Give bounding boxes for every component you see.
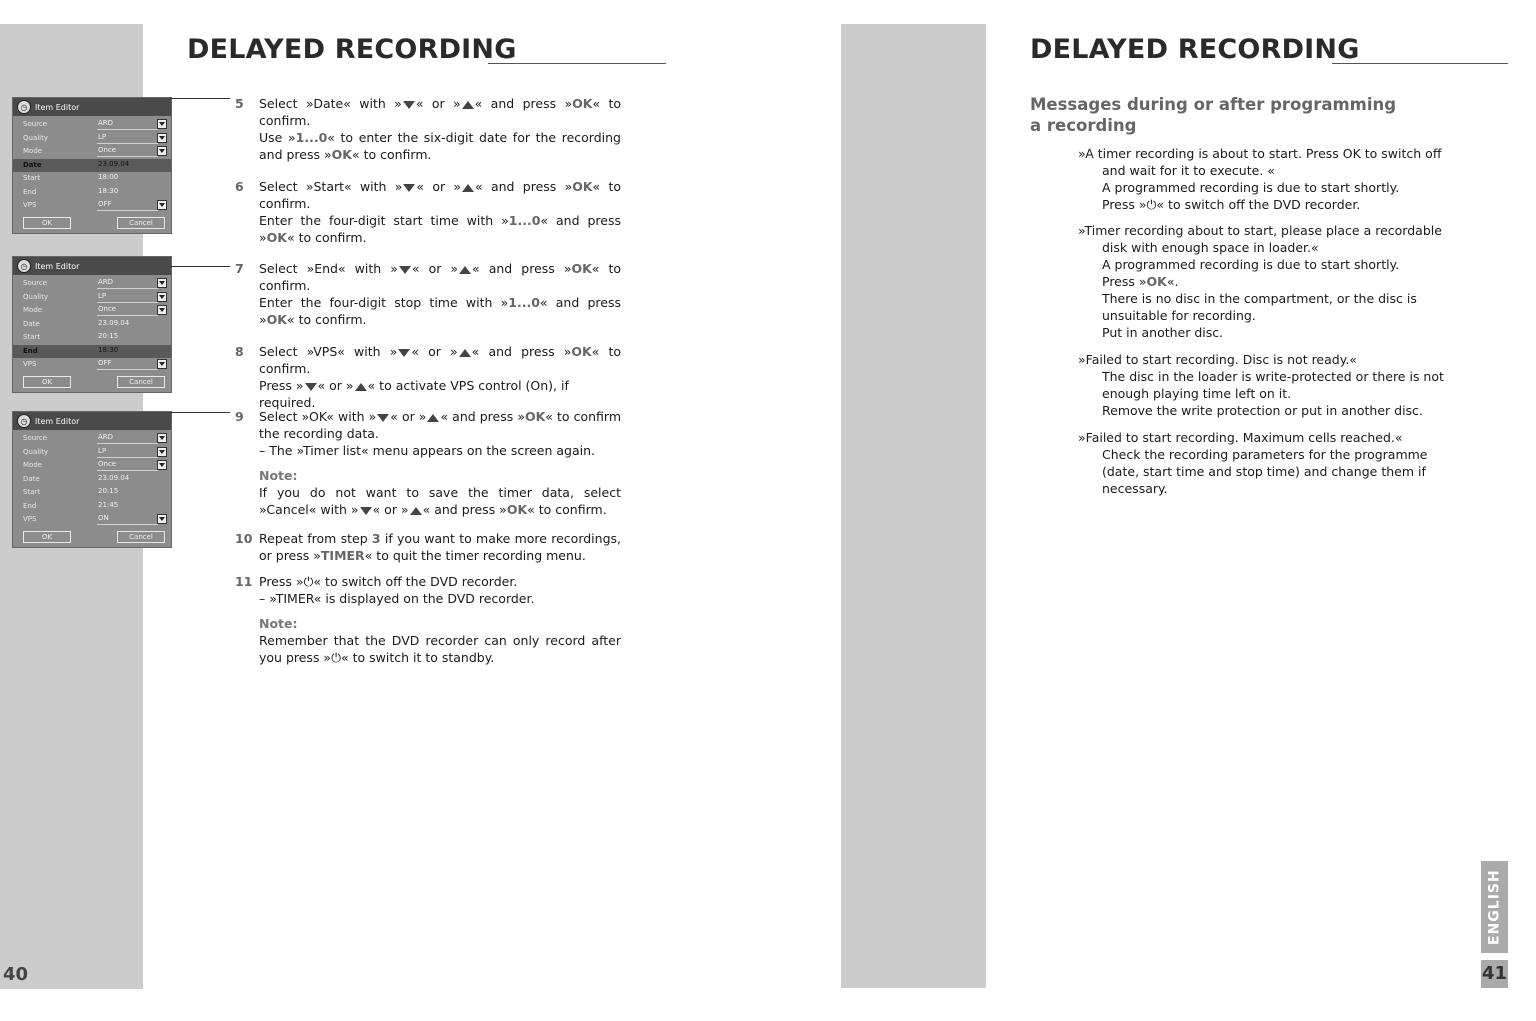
message-explanation: There is no disc in the compartment, or the disc is unsuitable for recording. <box>1102 291 1417 323</box>
field-value: 18:00 <box>98 173 119 181</box>
field-label: Start <box>23 333 41 341</box>
field-row-date[interactable] <box>13 159 171 173</box>
arrow-up-icon <box>459 349 471 357</box>
message-block-1 <box>1078 145 1464 213</box>
right-margin-bar <box>841 24 986 988</box>
arrow-down-icon <box>305 383 317 391</box>
step-5 <box>235 95 621 163</box>
field-label: Mode <box>23 306 43 314</box>
field-value: 23.09.04 <box>98 473 130 482</box>
field-value: ARD <box>97 278 158 289</box>
field-value: 23.09.04 <box>98 318 130 327</box>
power-icon: ⏻ <box>1146 197 1157 212</box>
field-label: VPS <box>23 515 37 523</box>
field-row-vps[interactable] <box>13 358 171 372</box>
arrow-up-icon <box>427 414 439 422</box>
page-title-left: DELAYED RECORDING <box>187 34 517 65</box>
field-row-end[interactable] <box>13 345 171 359</box>
field-value: ARD <box>97 119 158 130</box>
screen-titlebar <box>13 98 171 116</box>
message-explanation: Check the recording parameters for the programme (date, start time and stop time) and change them if necessary. <box>1102 447 1428 496</box>
field-row-source[interactable] <box>13 277 171 291</box>
cancel-button[interactable]: Cancel <box>117 217 165 229</box>
field-label: Source <box>23 434 48 442</box>
arrow-up-icon <box>462 101 474 109</box>
step-text: Press »⏻« to switch off the DVD recorder. <box>259 574 518 589</box>
item-editor-screen-2 <box>12 256 172 393</box>
message-explanation: A programmed recording is due to start shortly. <box>1102 257 1400 272</box>
message-quote: »A timer recording is about to start. Press OK to switch off and wait for it to execute. « <box>1078 146 1442 178</box>
field-label: Quality <box>23 447 49 456</box>
arrow-down-icon <box>399 266 411 274</box>
item-editor-screen-3 <box>12 411 172 548</box>
field-row-date[interactable] <box>13 318 171 332</box>
field-label: Source <box>23 279 48 287</box>
note-text: Remember that the DVD recorder can only record after you press »⏻« to switch it to standby. <box>259 633 621 665</box>
field-label: Quality <box>23 292 49 301</box>
note-text: If you do not want to save the timer data, select »Cancel« with » « or » « and press »OK« to confirm. <box>259 485 621 517</box>
power-icon: ⏻ <box>331 650 341 665</box>
field-value: 20:15 <box>98 487 119 495</box>
language-tab: ENGLISH <box>1481 861 1508 953</box>
field-value: 20:15 <box>98 332 119 340</box>
message-block-2 <box>1078 222 1464 341</box>
ok-button[interactable]: OK <box>23 217 71 229</box>
arrow-down-icon <box>403 184 415 192</box>
screen-titlebar <box>13 257 171 275</box>
timer-icon: ◷ <box>17 100 31 114</box>
field-label: VPS <box>23 360 37 368</box>
field-label: VPS <box>23 201 37 209</box>
ok-button[interactable]: OK <box>23 376 71 388</box>
step-subtext: – »TIMER« is displayed on the DVD recorder. <box>259 591 535 606</box>
arrow-up-icon <box>459 266 471 274</box>
field-row-source[interactable] <box>13 118 171 132</box>
arrow-down-icon <box>360 507 372 515</box>
note-heading: Note: <box>259 616 298 631</box>
arrow-down-icon <box>403 101 415 109</box>
step-text: Select »Date« with » « or » « and press »OK« to confirm. <box>259 96 622 128</box>
dropdown-arrow-icon[interactable] <box>157 292 167 302</box>
screen-titlebar <box>13 412 171 430</box>
dropdown-arrow-icon[interactable] <box>157 447 167 457</box>
step-text: Select »OK« with » « or » « and press »OK« to confirm the recording data. <box>259 409 622 441</box>
field-value: 21:45 <box>98 500 119 509</box>
ok-button[interactable]: OK <box>23 531 71 543</box>
field-label: Source <box>23 120 48 128</box>
dropdown-arrow-icon[interactable] <box>157 514 167 524</box>
message-explanation: Remove the write protection or put in another disc. <box>1102 403 1423 418</box>
field-label: Start <box>23 174 41 182</box>
field-label: Mode <box>23 461 43 469</box>
dropdown-arrow-icon[interactable] <box>157 146 167 156</box>
field-row-quality[interactable] <box>13 291 171 305</box>
field-value: Once <box>97 305 158 316</box>
arrow-down-icon <box>377 414 389 422</box>
field-value: LP <box>97 292 158 303</box>
step-number: 6 <box>235 179 244 194</box>
arrow-up-icon <box>355 383 367 391</box>
dropdown-arrow-icon[interactable] <box>157 119 167 129</box>
step-number: 9 <box>235 409 244 424</box>
field-label: End <box>23 346 38 355</box>
arrow-up-icon <box>410 507 422 515</box>
field-row-end[interactable] <box>13 500 171 514</box>
field-row-vps[interactable] <box>13 199 171 213</box>
screen-title: Item Editor <box>35 102 80 112</box>
timer-icon: ◷ <box>17 414 31 428</box>
cancel-button[interactable]: Cancel <box>117 376 165 388</box>
field-label: End <box>23 501 37 510</box>
dropdown-arrow-icon[interactable] <box>157 359 167 369</box>
step-6 <box>235 178 621 246</box>
field-label: Mode <box>23 147 43 155</box>
dropdown-arrow-icon[interactable] <box>157 460 167 470</box>
step-text: Select »VPS« with » « or » « and press »OK« to confirm. <box>259 344 622 376</box>
step-10 <box>235 530 621 564</box>
arrow-down-icon <box>398 349 410 357</box>
page-number-right: 41 <box>1481 960 1508 988</box>
section-subheading: Messages during or after programming a recording <box>1030 95 1397 135</box>
field-value: 18:30 <box>98 186 119 195</box>
step-subtext: – The »Timer list« menu appears on the screen again. <box>259 443 595 458</box>
message-quote: »Failed to start recording. Maximum cells reached.« <box>1078 430 1403 445</box>
step-text: Press » « or » « to activate VPS control (On), if required. <box>259 378 569 410</box>
screen-title: Item Editor <box>35 261 80 271</box>
dropdown-arrow-icon[interactable] <box>157 278 167 288</box>
step-number: 11 <box>235 574 253 589</box>
field-row-end[interactable] <box>13 186 171 200</box>
field-label: Date <box>23 160 42 169</box>
screen-title: Item Editor <box>35 416 80 426</box>
field-value: Once <box>97 460 158 471</box>
callout-line-1 <box>170 98 230 99</box>
field-label: Quality <box>23 133 49 142</box>
field-row-mode[interactable] <box>13 459 171 473</box>
title-rule-left <box>488 63 666 64</box>
field-value: ARD <box>97 433 158 444</box>
step-text: Repeat from step 3 if you want to make more recordings, or press »TIMER« to quit the timer recording menu. <box>259 531 621 563</box>
step-7 <box>235 260 621 328</box>
field-row-quality[interactable] <box>13 132 171 146</box>
step-number: 7 <box>235 261 244 276</box>
dropdown-arrow-icon[interactable] <box>157 305 167 315</box>
field-row-start[interactable] <box>13 172 171 186</box>
field-value: LP <box>97 447 158 458</box>
power-icon: ⏻ <box>303 574 314 589</box>
field-label: Start <box>23 488 41 496</box>
dropdown-arrow-icon[interactable] <box>157 133 167 143</box>
timer-icon: ◷ <box>17 259 31 273</box>
step-number: 5 <box>235 96 244 111</box>
step-text: Select »End« with » « or » « and press »OK« to confirm. <box>259 261 622 293</box>
step-8 <box>235 343 621 411</box>
field-row-vps[interactable] <box>13 513 171 527</box>
message-block-4 <box>1078 429 1464 497</box>
field-label: Date <box>23 474 40 483</box>
field-row-date[interactable] <box>13 473 171 487</box>
page-number-left: 40 <box>3 964 29 985</box>
field-row-start[interactable] <box>13 486 171 500</box>
field-value: OFF <box>97 359 158 370</box>
step-11 <box>235 573 621 666</box>
dropdown-arrow-icon[interactable] <box>157 200 167 210</box>
field-value: ON <box>97 514 158 525</box>
callout-line-2 <box>170 266 230 267</box>
message-explanation: The disc in the loader is write-protected or there is not enough playing time left on it. <box>1102 369 1444 401</box>
field-value: LP <box>97 133 158 144</box>
step-text: Select »Start« with » « or » « and press »OK« to confirm. <box>259 179 622 211</box>
field-value: 23.09.04 <box>98 159 130 168</box>
field-value: OFF <box>97 200 158 211</box>
message-block-3 <box>1078 351 1464 419</box>
callout-line-3 <box>170 412 230 413</box>
arrow-up-icon <box>462 184 474 192</box>
message-quote: »Timer recording about to start, please place a recordable disk with enough space in loader.« <box>1078 223 1442 255</box>
field-row-source[interactable] <box>13 432 171 446</box>
step-number: 10 <box>235 531 253 546</box>
field-label: End <box>23 187 37 196</box>
step-number: 8 <box>235 344 244 359</box>
message-explanation: Put in another disc. <box>1102 325 1224 340</box>
step-text: Enter the four-digit start time with »1...0« and press »OK« to confirm. <box>259 213 621 245</box>
field-row-mode[interactable] <box>13 145 171 159</box>
item-editor-screen-1 <box>12 97 172 234</box>
cancel-button[interactable]: Cancel <box>117 531 165 543</box>
field-value: Once <box>97 146 158 157</box>
note-heading: Note: <box>259 468 298 483</box>
step-9 <box>235 408 621 518</box>
field-row-start[interactable] <box>13 331 171 345</box>
field-row-quality[interactable] <box>13 446 171 460</box>
message-quote: »Failed to start recording. Disc is not ready.« <box>1078 352 1357 367</box>
field-value: 18:30 <box>98 345 119 354</box>
message-explanation: Press »OK«. <box>1102 274 1179 289</box>
field-label: Date <box>23 319 40 328</box>
step-text: Use »1...0« to enter the six-digit date for the recording and press »OK« to confirm. <box>259 130 621 162</box>
message-explanation: A programmed recording is due to start shortly. <box>1102 180 1400 195</box>
message-explanation: Press »⏻« to switch off the DVD recorder. <box>1102 197 1361 212</box>
title-rule-right <box>1332 63 1508 64</box>
field-row-mode[interactable] <box>13 304 171 318</box>
step-text: Enter the four-digit stop time with »1...0« and press »OK« to confirm. <box>259 295 621 327</box>
page-title-right: DELAYED RECORDING <box>1030 34 1360 65</box>
dropdown-arrow-icon[interactable] <box>157 433 167 443</box>
